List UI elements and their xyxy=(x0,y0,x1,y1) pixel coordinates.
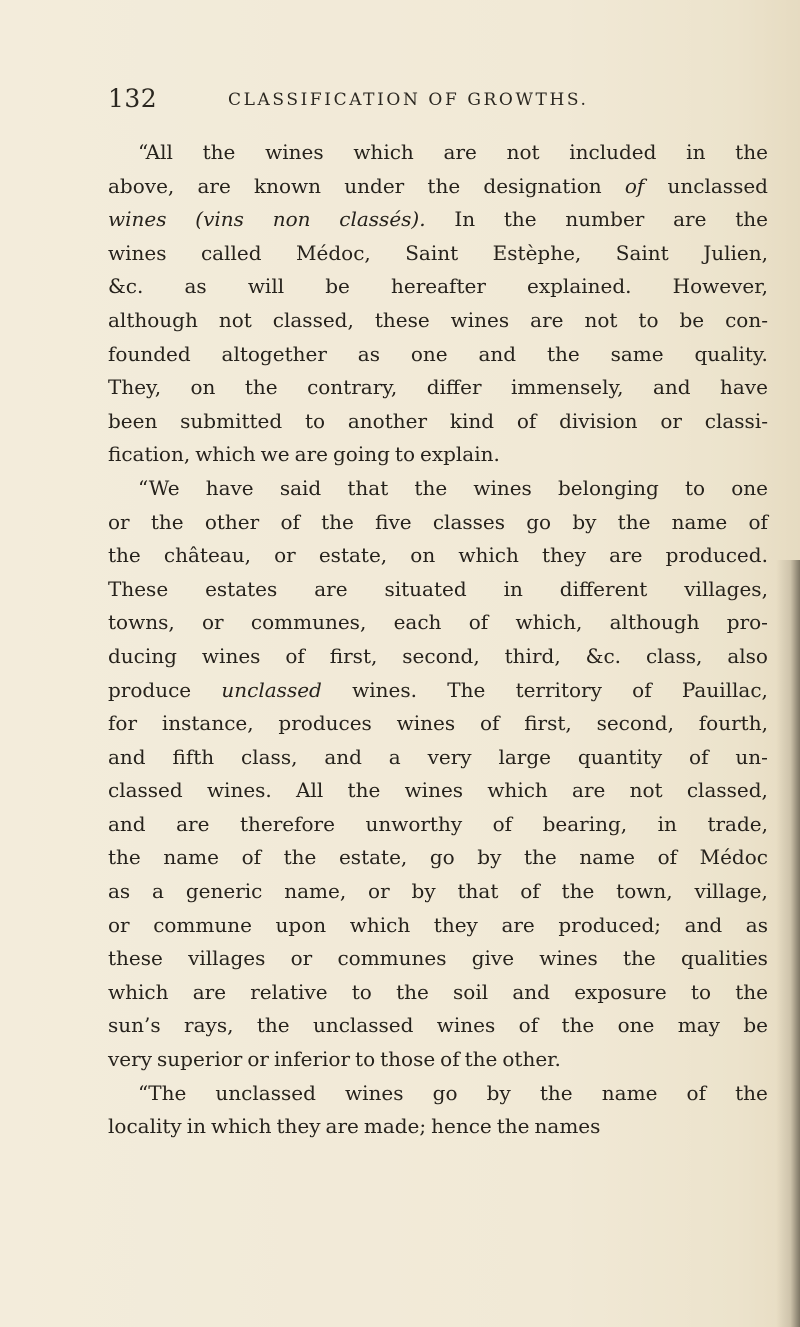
text-line: locality in which they are made; hence the names xyxy=(108,1114,601,1139)
text-line: and fifth class, and a very large quantity of un- xyxy=(108,744,768,769)
text-line: These estates are situated in different villages, xyxy=(108,576,768,601)
text-line: produce unclassed wines. The territory of Pauillac, xyxy=(108,677,768,702)
text-line: the name of the estate, go by the name of Médoc xyxy=(108,845,768,870)
page-header xyxy=(108,84,768,124)
text-line: classed wines. All the wines which are not classed, xyxy=(108,778,768,803)
body-text xyxy=(108,136,768,1144)
text-line: founded altogether as one and the same quality. xyxy=(108,341,768,366)
text-line: fication, which we are going to explain. xyxy=(108,442,500,467)
text-line: “All the wines which are not included in the xyxy=(138,140,768,164)
page-edge-shadow xyxy=(776,560,800,1327)
text-line: They, on the contrary, differ immensely, and have xyxy=(108,375,768,400)
text-line: wines called Médoc, Saint Estèphe, Saint Julien, xyxy=(108,240,768,265)
page-number: 132 xyxy=(108,84,158,113)
text-line: “We have said that the wines belonging to one xyxy=(138,475,768,500)
text-line: which are relative to the soil and exposure to the xyxy=(108,979,768,1004)
text-line: above, are known under the designation of unclassed xyxy=(108,173,768,198)
text-line: towns, or communes, each of which, although pro- xyxy=(108,610,768,635)
text-line: very superior or inferior to those of the other. xyxy=(108,1047,561,1072)
text-line: for instance, produces wines of first, second, fourth, xyxy=(108,711,768,736)
text-line: ducing wines of first, second, third, &c. class, also xyxy=(108,643,768,668)
text-line: been submitted to another kind of division or classi- xyxy=(108,408,768,433)
text-line: the château, or estate, on which they are produced. xyxy=(108,543,768,568)
text-line: these villages or communes give wines the qualities xyxy=(108,946,768,971)
text-line: sun’s rays, the unclassed wines of the one may be xyxy=(108,1013,768,1038)
text-line: or the other of the five classes go by the name of xyxy=(108,509,768,534)
text-line: “The unclassed wines go by the name of the xyxy=(138,1080,768,1105)
text-line: as a generic name, or by that of the town, village, xyxy=(108,879,768,904)
running-head: CLASSIFICATION OF GROWTHS. xyxy=(228,90,589,110)
text-line: although not classed, these wines are not to be con- xyxy=(108,307,768,332)
text-line: and are therefore unworthy of bearing, in trade, xyxy=(108,811,768,836)
text-line: &c. as will be hereafter explained. However, xyxy=(108,274,768,299)
text-line: wines (vins non classés). In the number are the xyxy=(108,207,768,232)
text-line: or commune upon which they are produced; and as xyxy=(108,912,768,937)
